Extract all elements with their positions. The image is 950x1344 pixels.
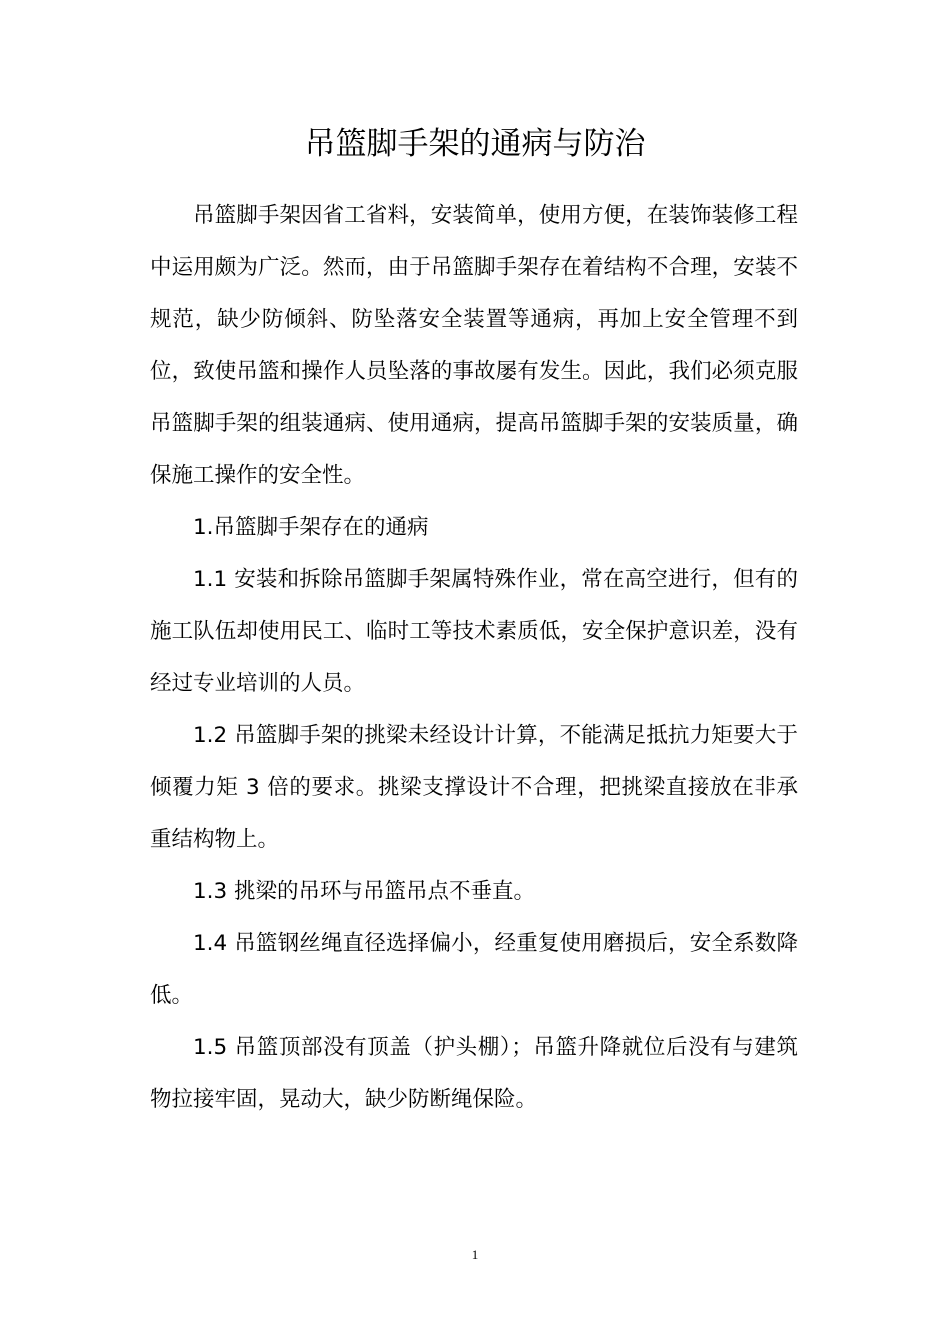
document-body bbox=[150, 190, 798, 1126]
paragraph-1-1: 1.1 安装和拆除吊篮脚手架属特殊作业，常在高空进行，但有的施工队伍却使用民工、临时工等技术素质低，安全保护意识差，没有经过专业培训的人员。 bbox=[150, 567, 798, 696]
paragraph-1-5: 1.5 吊篮顶部没有顶盖（护头棚）；吊篮升降就位后没有与建筑物拉接牢固，晃动大，缺少防断绳保险。 bbox=[150, 1035, 798, 1112]
section-heading-1: 1.吊篮脚手架存在的通病 bbox=[193, 515, 429, 540]
paragraph-1-2: 1.2 吊篮脚手架的挑梁未经设计计算，不能满足抵抗力矩要大于倾覆力矩 3 倍的要求。挑梁支撑设计不合理，把挑梁直接放在非承重结构物上。 bbox=[150, 723, 798, 852]
document-title: 吊篮脚手架的通病与防治 bbox=[304, 126, 646, 162]
paragraph-1-3: 1.3 挑梁的吊环与吊篮吊点不垂直。 bbox=[193, 879, 536, 904]
page-number: 1 bbox=[471, 1247, 479, 1262]
paragraph-1-4: 1.4 吊篮钢丝绳直径选择偏小，经重复使用磨损后，安全系数降低。 bbox=[150, 931, 798, 1008]
paragraph-intro: 吊篮脚手架因省工省料，安装简单，使用方便，在装饰装修工程中运用颇为广泛。然而，由于吊篮脚手架存在着结构不合理，安装不规范，缺少防倾斜、防坠落安全装置等通病，再加上安全管理不到位，致使吊篮和操作人员坠落的事故屡有发生。因此，我们必须克服吊篮脚手架的组装通病、使用通病，提高吊篮脚手架的安装质量，确保施工操作的安全性。 bbox=[150, 203, 798, 488]
